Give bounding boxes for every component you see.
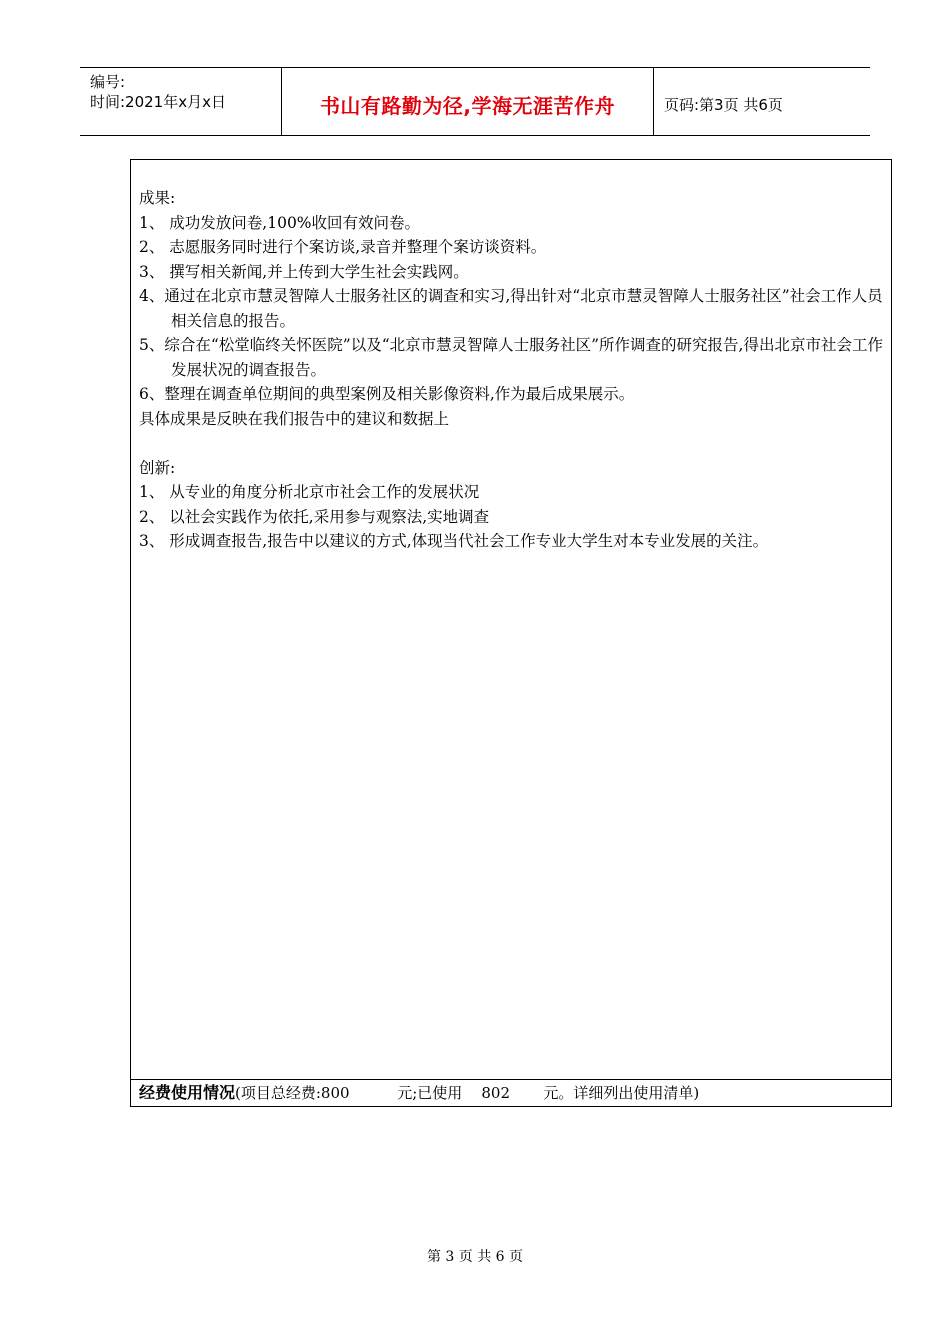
expense-row [131, 1079, 891, 1106]
spacer [139, 431, 884, 456]
results-summary: 具体成果是反映在我们报告中的建议和数据上 [139, 409, 450, 428]
expense-label: 经费使用情况 [139, 1083, 236, 1102]
header-meta [80, 68, 282, 135]
results-item: 4、通过在北京市慧灵智障人士服务社区的调查和实习,得出针对“北京市慧灵智障人士服务社区”社会工作人员相关信息的报告。 [139, 287, 883, 330]
page-header [80, 67, 870, 136]
innovation-title: 创新: [139, 458, 176, 477]
results-item: 6、整理在调查单位期间的典型案例及相关影像资料,作为最后成果展示。 [139, 385, 635, 403]
header-page-label: 页码:第3页 共6页 [664, 96, 783, 114]
report-content [139, 186, 884, 554]
report-table [130, 159, 892, 1107]
header-number-label: 编号: [90, 73, 126, 91]
innovation-item: 1、 从专业的角度分析北京市社会工作的发展状况 [139, 483, 480, 501]
results-title: 成果: [139, 189, 176, 207]
page-number: 第 3 页 共 6 页 [426, 1249, 524, 1265]
header-time-label: 时间:2021年x月x日 [90, 93, 226, 111]
results-item: 1、 成功发放问卷,100%收回有效问卷。 [139, 213, 421, 232]
innovation-item: 2、 以社会实践作为依托,采用参与观察法,实地调查 [139, 507, 490, 526]
results-item: 3、 撰写相关新闻,并上传到大学生社会实践网。 [139, 262, 469, 281]
expense-detail: (项目总经费:800 元;已使用 802 元。详细列出使用清单) [235, 1084, 700, 1102]
results-item: 2、 志愿服务同时进行个案访谈,录音并整理个案访谈资料。 [139, 238, 547, 256]
innovation-item: 3、 形成调查报告,报告中以建议的方式,体现当代社会工作专业大学生对本专业发展的关注。 [139, 532, 769, 550]
header-motto: 书山有路勤为径,学海无涯苦作舟 [282, 68, 654, 135]
results-item: 5、综合在“松堂临终关怀医院”以及“北京市慧灵智障人士服务社区”所作调查的研究报告,得出北京市社会工作发展状况的调查报告。 [139, 336, 883, 379]
